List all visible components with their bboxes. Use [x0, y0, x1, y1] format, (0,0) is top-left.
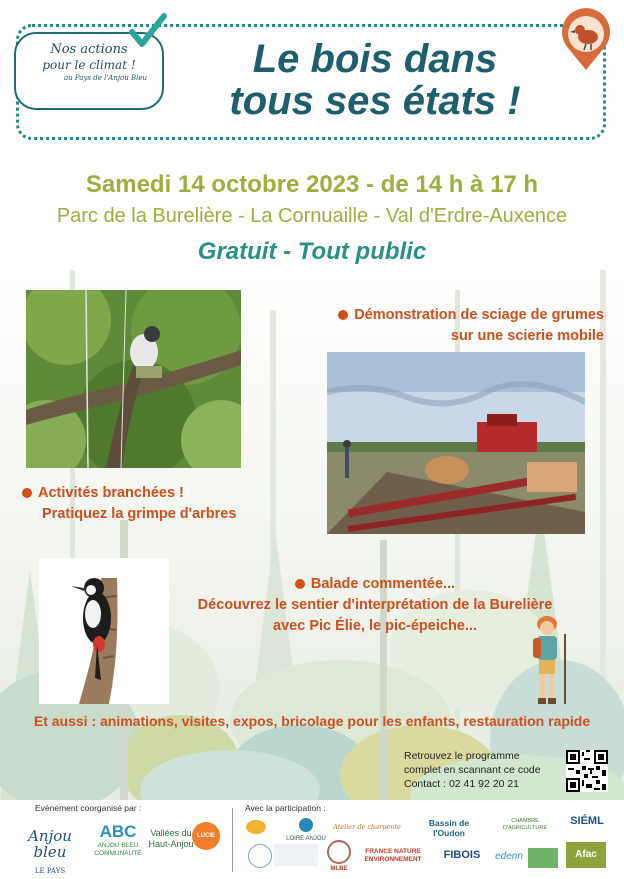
logo-line-2: pour le climat !	[42, 58, 136, 72]
bullet-dot	[338, 310, 348, 320]
partner-logo-leaf	[246, 820, 266, 834]
partner-logo-edenn: edenn	[495, 851, 523, 862]
partner-logo-afac: Afac	[566, 842, 606, 868]
bullet-dot	[22, 488, 32, 498]
partner-logo-mlbe	[322, 840, 356, 874]
abc-logo-mark: ABC	[99, 822, 137, 841]
logo-line-1: Nos actions	[50, 42, 128, 57]
partner-logo-fibois: FIBOIS	[443, 849, 481, 861]
activity-walk-line-1: Balade commentée...	[310, 576, 456, 592]
partner-logo-fne: FRANCE NATURE ENVIRONNEMENT	[364, 848, 422, 863]
partner-logo-sentier	[274, 844, 318, 866]
footer	[0, 800, 624, 879]
partner-logo-sieml: SIÉML	[570, 815, 604, 827]
activity-climbing-line-1: Activités branchées !	[38, 485, 184, 501]
activity-walk-line-3: avec Pic Élie, le pic-épeiche...	[273, 618, 477, 634]
organizer-logo-vallees: Vallées du Haut-Anjou	[148, 828, 194, 849]
qr-code[interactable]	[566, 750, 608, 792]
partner-logo-mark	[327, 840, 351, 864]
partner-logo-circle	[248, 844, 272, 868]
title-line-1: Le bois dans	[252, 37, 498, 81]
event-place: Parc de la Burelière - La Cornuaille - Val d'Erdre-Auxence	[56, 205, 568, 227]
tree-climbing-photo	[26, 290, 241, 468]
also-activities: Et aussi : animations, visites, expos, bricolage pour les enfants, restauration rapide	[33, 713, 591, 729]
event-price: Gratuit - Tout public	[197, 238, 427, 265]
activity-sawing	[310, 305, 604, 347]
organizers-heading: Evènement coorganisé par :	[35, 803, 142, 813]
partner-logo-oudon: Bassin de l'Oudon	[428, 818, 470, 838]
partner-name: MLBE	[330, 866, 348, 872]
footer-divider	[232, 808, 233, 872]
sawmill-photo	[327, 352, 585, 534]
organizer-logo-lucie: LUCIE	[192, 822, 220, 850]
partner-logo-mark	[299, 818, 313, 832]
organizer-name: Anjou bleu	[28, 827, 72, 861]
organizer-logo-abc	[92, 822, 144, 858]
partner-logo-green	[528, 848, 558, 868]
page-title	[180, 38, 570, 122]
organizer-name: ANJOU BLEU COMMUNAUTÉ	[94, 842, 142, 857]
woodpecker-illustration	[39, 558, 169, 704]
partners-heading: Avec la participation :	[245, 803, 326, 813]
partner-logo-charpente: Atelier de charpente	[333, 823, 401, 831]
partner-logo-chambre-agriculture: CHAMBRE D'AGRICULTURE	[502, 818, 548, 831]
activity-walk	[170, 574, 580, 637]
activity-sawing-line-1: Démonstration de sciage de grumes	[354, 307, 604, 323]
activity-walk-line-2: Découvrez le sentier d'interprétation de la Burelière	[197, 597, 553, 613]
partner-logo-loire-anjou	[286, 818, 326, 844]
checkmark-icon	[128, 12, 168, 52]
event-date: Samedi 14 octobre 2023 - de 14 h à 17 h	[85, 171, 539, 198]
activity-climbing-line-2: Pratiquez la grimpe d'arbres	[42, 506, 237, 522]
activity-sawing-line-2: sur une scierie mobile	[450, 328, 604, 344]
bullet-dot	[295, 579, 305, 589]
program-contact: Contact : 02 41 92 20 21	[404, 778, 520, 790]
logo-line-3: au Pays de l'Anjou Bleu	[64, 74, 147, 82]
program-info	[404, 749, 564, 791]
organizer-subname: LE PAYS	[34, 867, 66, 875]
hiker-illustration	[525, 614, 573, 706]
partner-name: LOIRE ANJOU	[286, 836, 326, 842]
title-line-2: tous ses états !	[229, 79, 521, 123]
organizer-logo-anjou-bleu	[12, 828, 88, 879]
activity-climbing	[22, 483, 282, 525]
program-line-2: complet en scannant ce code	[404, 764, 541, 776]
program-line-1: Retrouvez le programme	[404, 750, 520, 762]
